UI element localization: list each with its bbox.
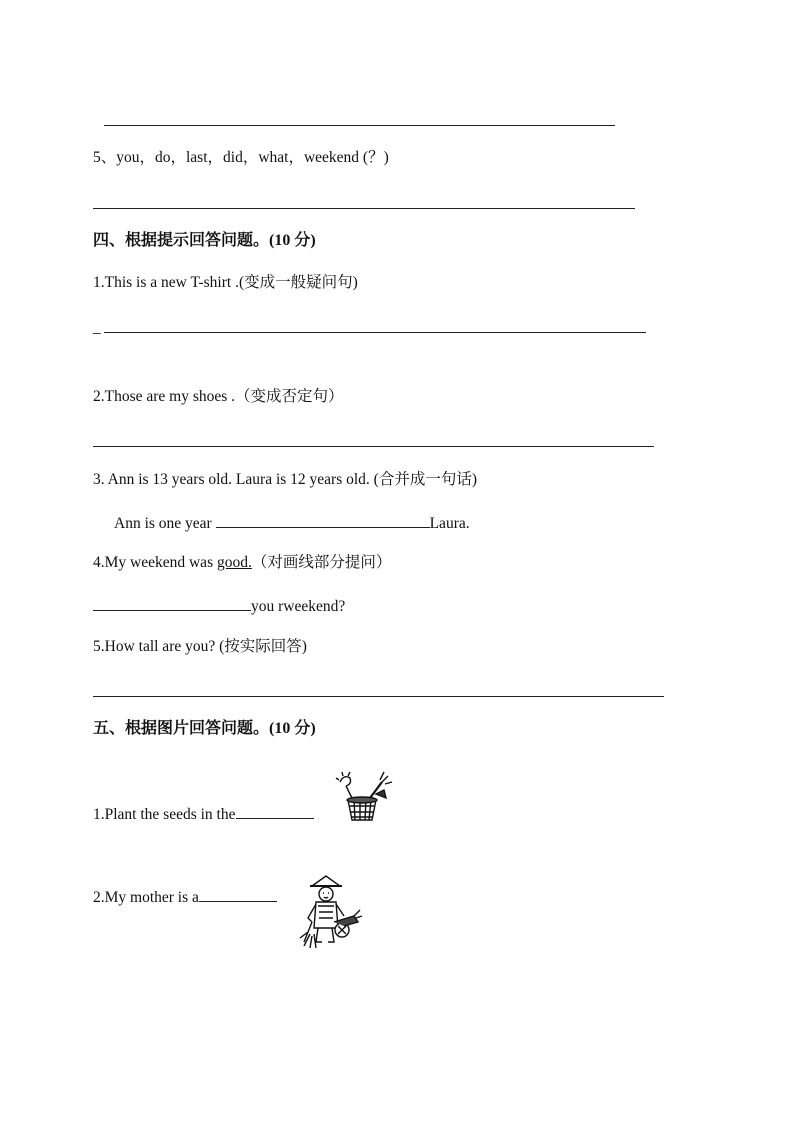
section4-q2: 2.Those are my shoes .（变成否定句） <box>93 388 344 405</box>
section4-q4 <box>93 553 391 573</box>
section4-heading: 四、根据提示回答问题。(10 分) <box>93 232 316 249</box>
s5-q1-text: 1.Plant the seeds in the <box>93 806 236 823</box>
section5-q1 <box>93 803 314 825</box>
section4-q3: 3. Ann is 13 years old. Laura is 12 years old. (合并成一句话) <box>93 471 477 488</box>
q4-blank-2[interactable] <box>171 595 251 611</box>
section5-q2 <box>93 886 277 908</box>
section4-q1: 1.This is a new T-shirt .(变成一般疑问句) <box>93 274 358 291</box>
answer-line-s3-q5 <box>93 208 635 209</box>
gardener-icon <box>298 872 364 950</box>
answer-line-prev <box>104 125 615 126</box>
s5-q2-blank[interactable] <box>199 886 277 902</box>
q4-underlined: good. <box>216 554 252 571</box>
section4-q3-answer <box>114 512 470 534</box>
answer-line-s4-q1 <box>104 332 646 333</box>
q3-answer-blank[interactable] <box>216 512 430 528</box>
section4-q5: 5.How tall are you? (按实际回答) <box>93 638 307 655</box>
section3-q5: 5、you，do，last，did，what，weekend (？) <box>93 149 389 166</box>
q3-answer-after: Laura. <box>429 515 470 532</box>
answer-line-s4-q5 <box>93 696 664 697</box>
section4-q1-mark: _ <box>93 319 101 336</box>
q4-before: 4.My weekend was <box>93 554 217 571</box>
section5-heading: 五、根据图片回答问题。(10 分) <box>93 720 316 737</box>
q4-after: （对画线部分提问） <box>251 554 392 571</box>
s5-q1-blank[interactable] <box>236 803 314 819</box>
q4-blank-1[interactable] <box>93 595 171 611</box>
flower-pot-icon <box>330 768 394 828</box>
q3-answer-before: Ann is one year <box>114 515 212 532</box>
q4-answer-after: you rweekend? <box>251 598 346 615</box>
s5-q2-text: 2.My mother is a <box>93 889 199 906</box>
answer-line-s4-q2 <box>93 446 654 447</box>
section4-q4-answer <box>93 595 345 617</box>
